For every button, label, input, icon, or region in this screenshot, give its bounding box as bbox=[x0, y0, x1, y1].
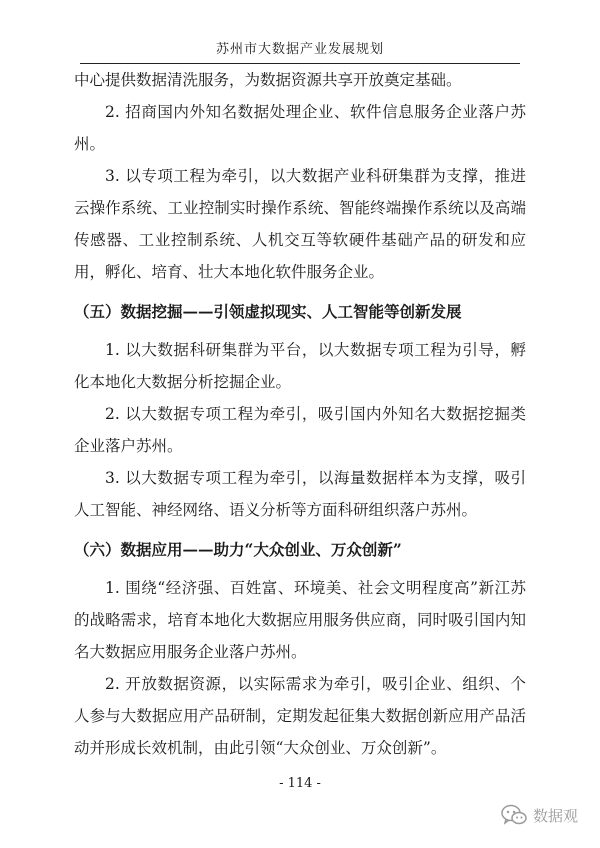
watermark-text: 数据观 bbox=[532, 806, 578, 825]
paragraph-6-1: 1. 围绕“经济强、百姓富、环境美、社会文明程度高”新江苏的战略需求，培育本地化大数据应用服务供应商，同时吸引国内知名大数据应用服务企业落户苏州。 bbox=[74, 579, 526, 661]
page-number: - 114 - bbox=[279, 776, 321, 791]
paragraph-5-2: 2. 以大数据专项工程为牵引，吸引国内外知名大数据挖掘类企业落户苏州。 bbox=[74, 405, 526, 455]
running-header: 苏州市大数据产业发展规划 bbox=[80, 38, 520, 64]
watermark bbox=[501, 804, 578, 826]
paragraph-5-1: 1. 以大数据科研集群为平台，以大数据专项工程为引导，孵化本地化大数据分析挖掘企业。 bbox=[74, 341, 526, 391]
paragraph-item-3: 3. 以专项工程为牵引，以大数据产业科研集群为支撑，推进云操作系统、工业控制实时操作系统、智能终端操作系统以及高端传感器、工业控制系统、人机交互等软硬件基础产品的研发和应用，孵化、培育、壮大本地化软件服务企业。 bbox=[74, 167, 526, 281]
paragraph-5-3: 3. 以大数据专项工程为牵引，以海量数据样本为支撑，吸引人工智能、神经网络、语义分析等方面科研组织落户苏州。 bbox=[74, 469, 526, 519]
paragraph-6-2: 2. 开放数据资源，以实际需求为牵引，吸引企业、组织、个人参与大数据应用产品研制，定期发起征集大数据创新应用产品活动并形成长效机制，由此引领“大众创业、万众创新”。 bbox=[74, 675, 526, 757]
section-heading-5: （五）数据挖掘——引领虚拟现实、人工智能等创新发展 bbox=[74, 302, 462, 321]
paragraph-continued: 中心提供数据清洗服务，为数据资源共享开放奠定基础。 bbox=[74, 71, 462, 89]
section-heading-6: （六）数据应用——助力“大众创业、万众创新” bbox=[74, 540, 402, 559]
paragraph-item-2: 2. 招商国内外知名数据处理企业、软件信息服务企业落户苏州。 bbox=[74, 103, 526, 153]
wechat-icon bbox=[501, 804, 527, 826]
page-body bbox=[74, 64, 526, 764]
